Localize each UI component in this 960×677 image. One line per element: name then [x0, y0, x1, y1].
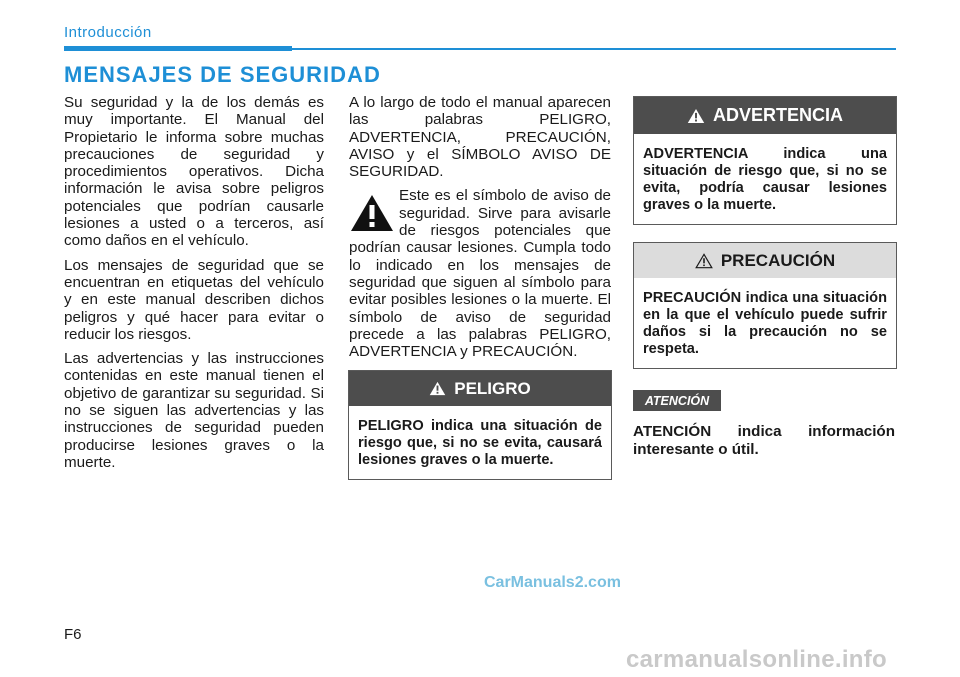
warning-text: ADVERTENCIA indica una situación de riesgo que, si no se evita, podría causar lesiones graves o la muerte. [643, 146, 887, 213]
danger-box-header [349, 371, 611, 406]
danger-text: PELIGRO indica una situación de riesgo que, si no se evita, causará lesiones graves o la muerte. [358, 418, 602, 468]
page-number: F6 [64, 626, 82, 643]
intro-column [64, 94, 324, 478]
watermark-text: CarManuals2.com [484, 574, 621, 591]
warning-box-header [634, 97, 896, 134]
header-bar-accent [64, 46, 292, 51]
warning-triangle-icon [687, 108, 705, 124]
signal-words-column [349, 94, 611, 360]
intro-paragraph-2: Los mensajes de seguridad que se encuentran en etiquetas del vehículo y en este manual describen dichos peligros y qué hacer para evitar o reducir los riesgos. [64, 256, 324, 343]
caution-triangle-icon [695, 253, 713, 269]
footer-watermark: carmanualsonline.info [626, 646, 888, 673]
warning-triangle-icon [349, 193, 395, 233]
caution-box-header [634, 243, 896, 278]
caution-heading: PRECAUCIÓN [720, 250, 836, 270]
section-title: Introducción [64, 24, 152, 41]
danger-box [348, 370, 612, 480]
page-title: MENSAJES DE SEGURIDAD [64, 62, 381, 87]
notice-text: ATENCIÓN indica información interesante o útil. [633, 423, 895, 458]
caution-box [633, 242, 897, 369]
caution-text: PRECAUCIÓN indica una situación en la que el vehículo puede sufrir daños si la precaución no se respeta. [643, 290, 887, 357]
warning-triangle-icon [429, 381, 446, 396]
intro-paragraph-1: Su seguridad y la de los demás es muy importante. El Manual del Propietario le informa sobre muchas precauciones de seguridad y procedimientos operativos. Dicha información le avisa sobre peligros potenciales que podrían causarle lesiones a usted o a terceros, así como daños en el vehículo. [64, 94, 324, 250]
signal-words-paragraph: A lo largo de todo el manual aparecen las palabras PELIGRO, ADVERTENCIA, PRECAUCIÓN, AVISO y el SÍMBOLO AVISO DE SEGURIDAD. [349, 94, 611, 181]
warning-heading: ADVERTENCIA [712, 105, 843, 125]
safety-symbol-block [349, 187, 611, 360]
danger-heading: PELIGRO [454, 378, 531, 398]
header-rule [292, 48, 896, 50]
warning-box [633, 96, 897, 225]
notice-badge: ATENCIÓN [633, 390, 721, 411]
safety-symbol-paragraph: Este es el símbolo de aviso de seguridad. Sirve para avisarle de riesgos potenciales que podrían causar lesiones. Cumpla todo lo indicado en los mensajes de seguridad que siguen al símbolo para evitar posibles lesiones o la muerte. El símbolo de aviso de seguridad precede a las palabras PELIGRO, ADVERTENCIA y PRECAUCIÓN. [349, 187, 611, 361]
intro-paragraph-3: Las advertencias y las instrucciones contenidas en este manual tienen el objetivo de garantizar su seguridad. Si no se siguen las advertencias y las instrucciones de seguridad pueden producirse lesiones graves o la muerte. [64, 350, 324, 471]
